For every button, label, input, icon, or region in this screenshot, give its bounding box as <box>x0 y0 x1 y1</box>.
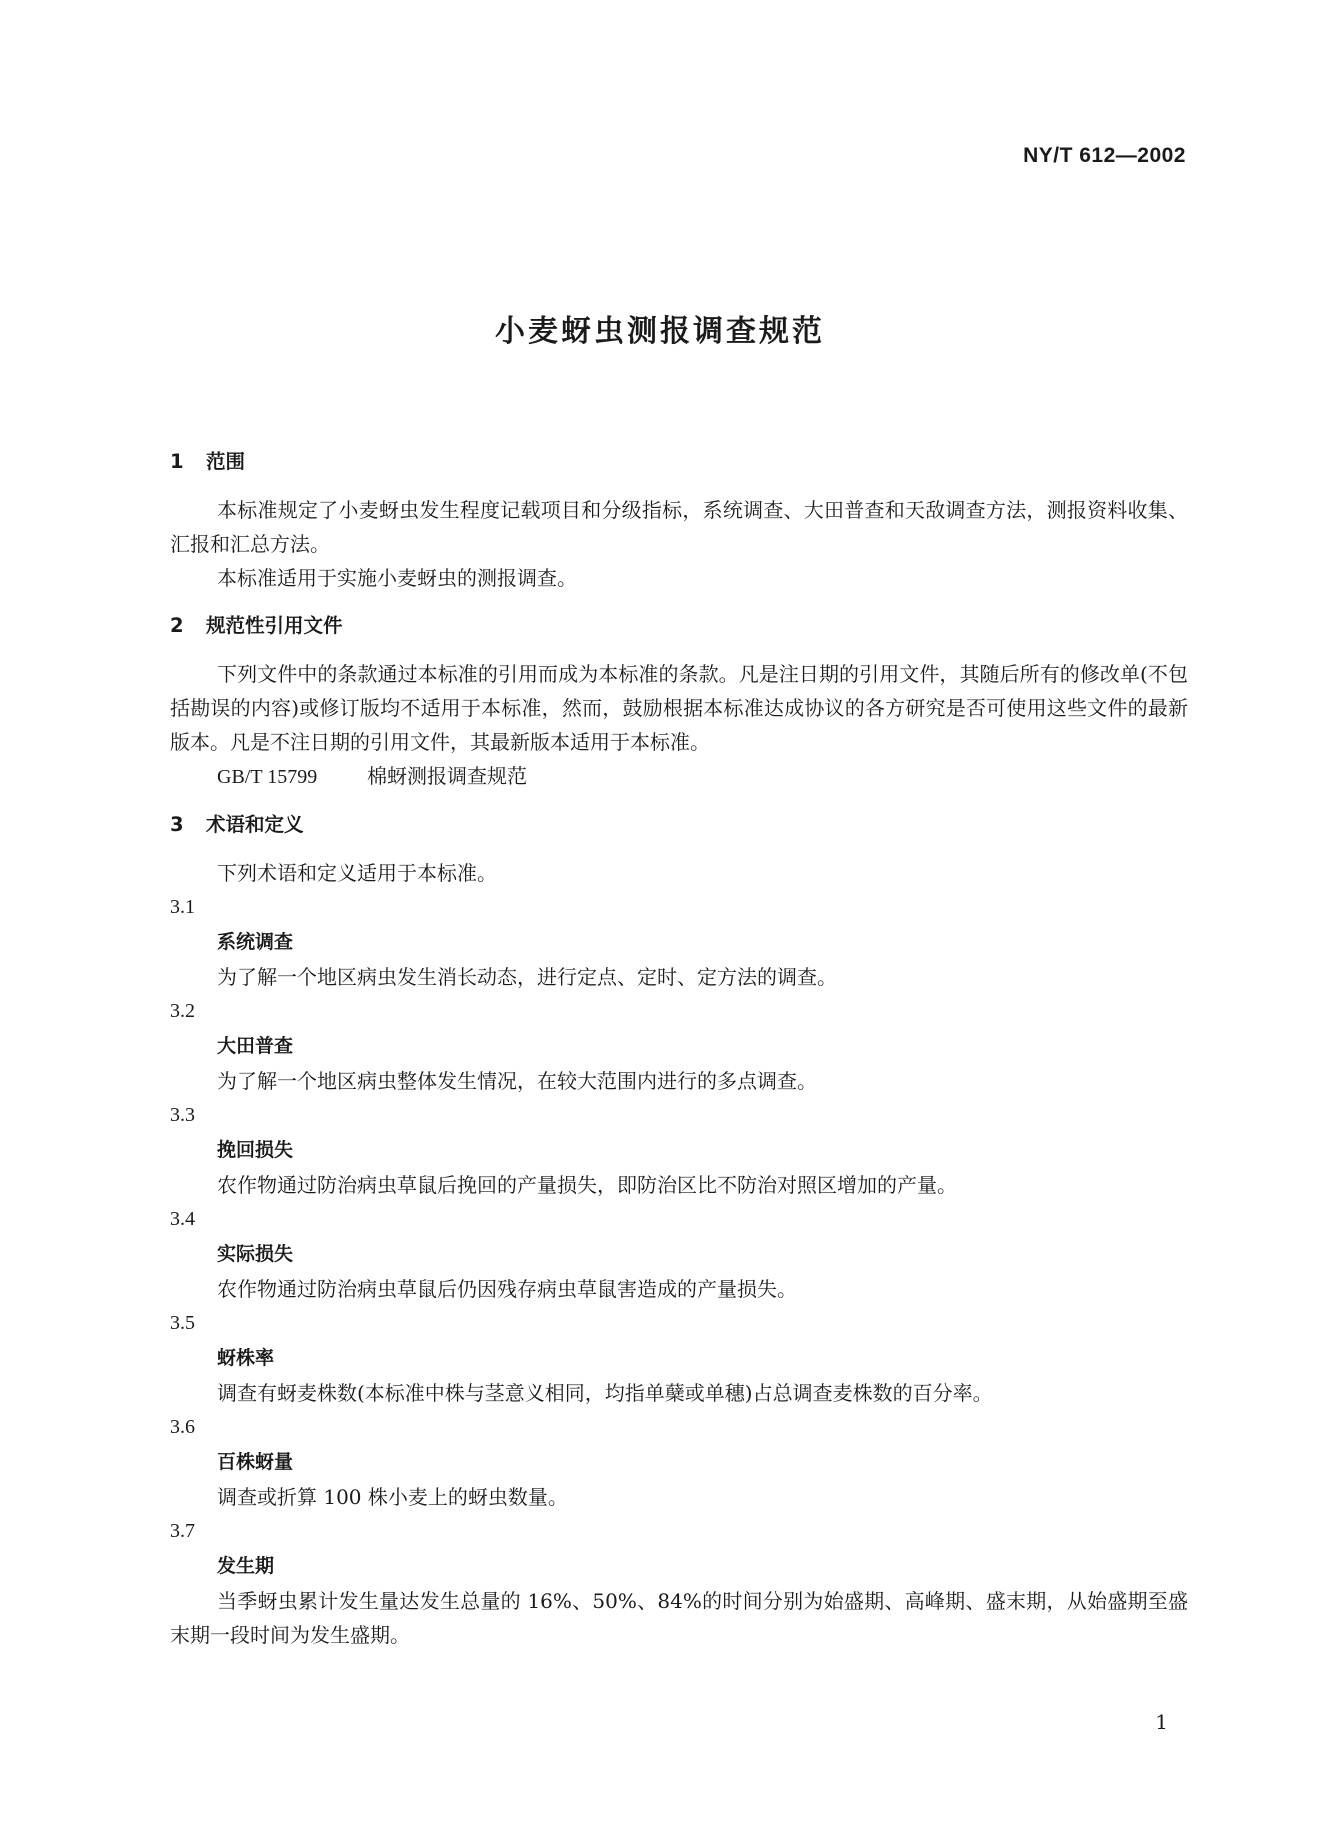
section-number: 3 <box>170 813 184 836</box>
section-heading-scope <box>170 445 1188 479</box>
terms-intro: 下列术语和定义适用于本标准。 <box>217 861 497 885</box>
term-number: 3.1 <box>170 896 195 918</box>
term-number: 3.2 <box>170 1000 195 1022</box>
section-title: 规范性引用文件 <box>206 614 343 637</box>
term-number: 3.5 <box>170 1312 195 1334</box>
reference-code: GB/T 15799 <box>217 766 318 788</box>
term-number: 3.3 <box>170 1104 195 1126</box>
term-number: 3.6 <box>170 1416 195 1438</box>
term-name: 蚜株率 <box>217 1347 275 1369</box>
document-body <box>170 445 1188 1652</box>
section-number: 1 <box>170 450 184 473</box>
term-name: 大田普查 <box>217 1035 294 1057</box>
document-title: 小麦蚜虫测报调查规范 <box>495 314 825 349</box>
term-name: 实际损失 <box>217 1243 294 1265</box>
reference-entry <box>170 759 1188 794</box>
scope-paragraph-1: 本标准规定了小麦蚜虫发生程度记载项目和分级指标，系统调查、大田普查和天敌调查方法，测报资料收集、汇报和汇总方法。 <box>170 498 1188 556</box>
term-number: 3.7 <box>170 1520 195 1542</box>
term-definition: 当季蚜虫累计发生量达发生总量的 16%、50%、84%的时间分别为始盛期、高峰期、盛末期，从始盛期至盛末期一段时间为发生盛期。 <box>170 1589 1188 1647</box>
section-number: 2 <box>170 614 184 637</box>
term-name: 挽回损失 <box>217 1139 294 1161</box>
section-title: 术语和定义 <box>206 813 304 836</box>
scope-paragraph-2: 本标准适用于实施小麦蚜虫的测报调查。 <box>217 566 577 590</box>
page-number: 1 <box>1155 1710 1168 1734</box>
term-name: 发生期 <box>217 1555 275 1577</box>
term-definition: 为了解一个地区病虫发生消长动态，进行定点、定时、定方法的调查。 <box>217 965 837 989</box>
references-paragraph: 下列文件中的条款通过本标准的引用而成为本标准的条款。凡是注日期的引用文件，其随后所有的修改单(不包括勘误的内容)或修订版均不适用于本标准，然而，鼓励根据本标准达成协议的各方研究是否可使用这些文件的最新版本。凡是不注日期的引用文件，其最新版本适用于本标准。 <box>170 662 1188 754</box>
term-number: 3.4 <box>170 1208 195 1230</box>
term-definition: 农作物通过防治病虫草鼠后挽回的产量损失，即防治区比不防治对照区增加的产量。 <box>217 1173 957 1197</box>
standard-code: NY/T 612—2002 <box>1023 144 1186 167</box>
term-name: 系统调查 <box>217 931 294 953</box>
section-title: 范围 <box>206 450 246 473</box>
section-heading-normative-references <box>170 609 1188 643</box>
term-definition: 调查或折算 100 株小麦上的蚜虫数量。 <box>217 1485 568 1509</box>
term-definition: 农作物通过防治病虫草鼠后仍因残存病虫草鼠害造成的产量损失。 <box>217 1277 797 1301</box>
term-name: 百株蚜量 <box>217 1451 294 1473</box>
section-heading-terms <box>170 808 1188 842</box>
term-definition: 调查有蚜麦株数(本标准中株与茎意义相同，均指单蘖或单穗)占总调查麦株数的百分率。 <box>217 1381 993 1405</box>
term-definition: 为了解一个地区病虫整体发生情况，在较大范围内进行的多点调查。 <box>217 1069 817 1093</box>
reference-title: 棉蚜测报调查规范 <box>367 764 527 788</box>
